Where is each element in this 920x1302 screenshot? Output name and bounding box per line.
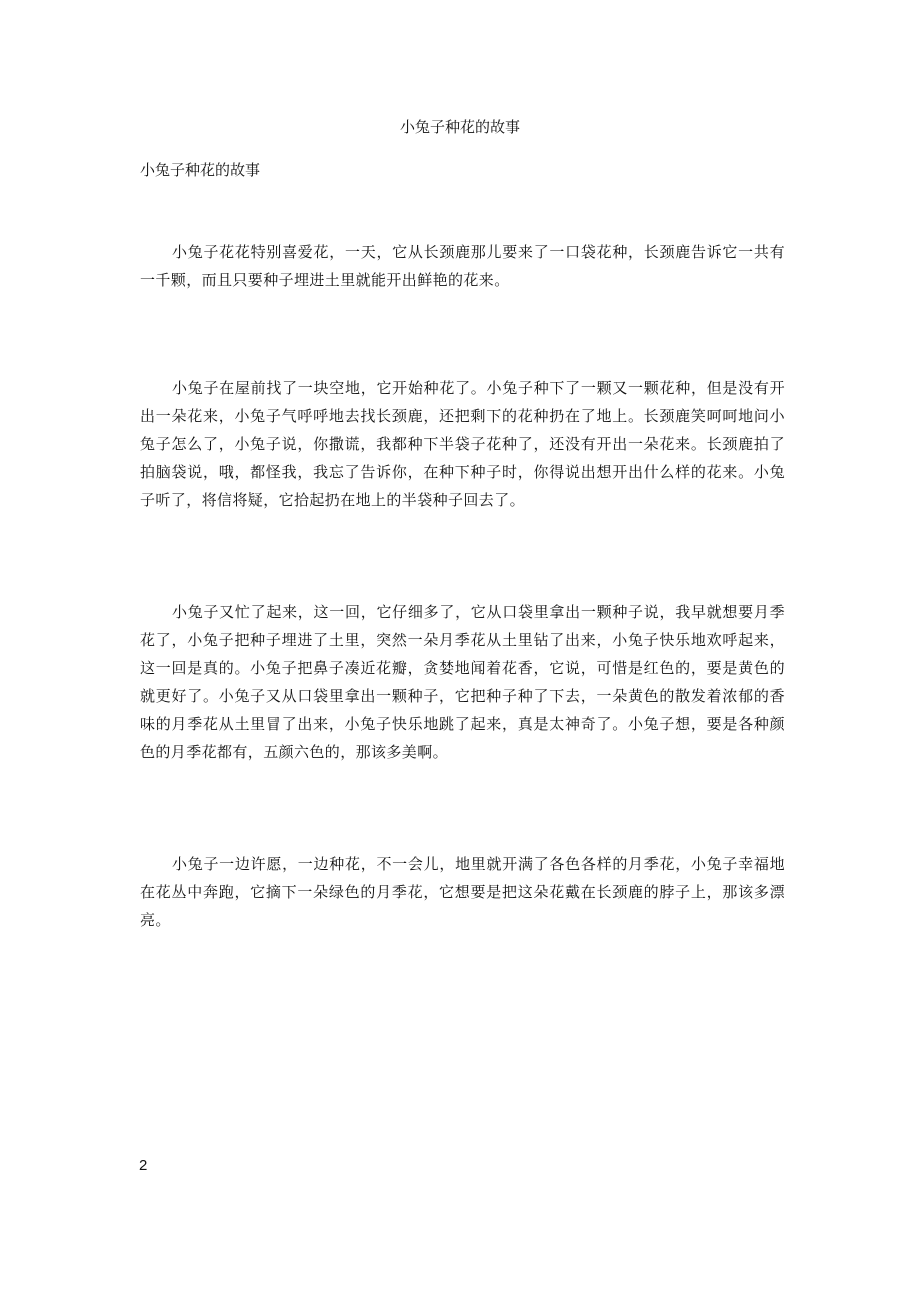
document-subtitle: 小兔子种花的故事 (140, 161, 261, 179)
document-title: 小兔子种花的故事 (399, 118, 520, 136)
story-paragraph-3: 小兔子又忙了起来，这一回，它仔细多了，它从口袋里拿出一颗种子说，我早就想要月季花了，小兔子把种子埋进了土里，突然一朵月季花从土里钻了出来，小兔子快乐地欢呼起来，这一回是真的。小兔子把鼻子凑近花瓣，贪婪地闻着花香，它说，可惜是红色的，要是黄色的就更好了。小兔子又从口袋里拿出一颗种子，它把种子种了下去，一朵黄色的散发着浓郁的香味的月季花从土里冒了出来，小兔子快乐地跳了起来，真是太神奇了。小兔子想，要是各种颜色的月季花都有，五颜六色的，那该多美啊。 (140, 603, 785, 761)
page-number: 2 (139, 1157, 148, 1174)
story-paragraph-2: 小兔子在屋前找了一块空地，它开始种花了。小兔子种下了一颗又一颗花种，但是没有开出一朵花来，小兔子气呼呼地去找长颈鹿，还把剩下的花种扔在了地上。长颈鹿笑呵呵地问小兔子怎么了，小兔子说，你撒谎，我都种下半袋子花种了，还没有开出一朵花来。长颈鹿拍了拍脑袋说，哦，都怪我，我忘了告诉你，在种下种子时，你得说出想开出什么样的花来。小兔子听了，将信将疑，它拾起扔在地上的半袋种子回去了。 (140, 379, 785, 509)
story-paragraph-4: 小兔子一边许愿，一边种花，不一会儿，地里就开满了各色各样的月季花，小兔子幸福地在花丛中奔跑，它摘下一朵绿色的月季花，它想要是把这朵花戴在长颈鹿的脖子上，那该多漂亮。 (140, 855, 785, 929)
story-paragraph-1: 小兔子花花特别喜爱花，一天，它从长颈鹿那儿要来了一口袋花种，长颈鹿告诉它一共有一千颗，而且只要种子埋进土里就能开出鲜艳的花来。 (140, 243, 785, 289)
